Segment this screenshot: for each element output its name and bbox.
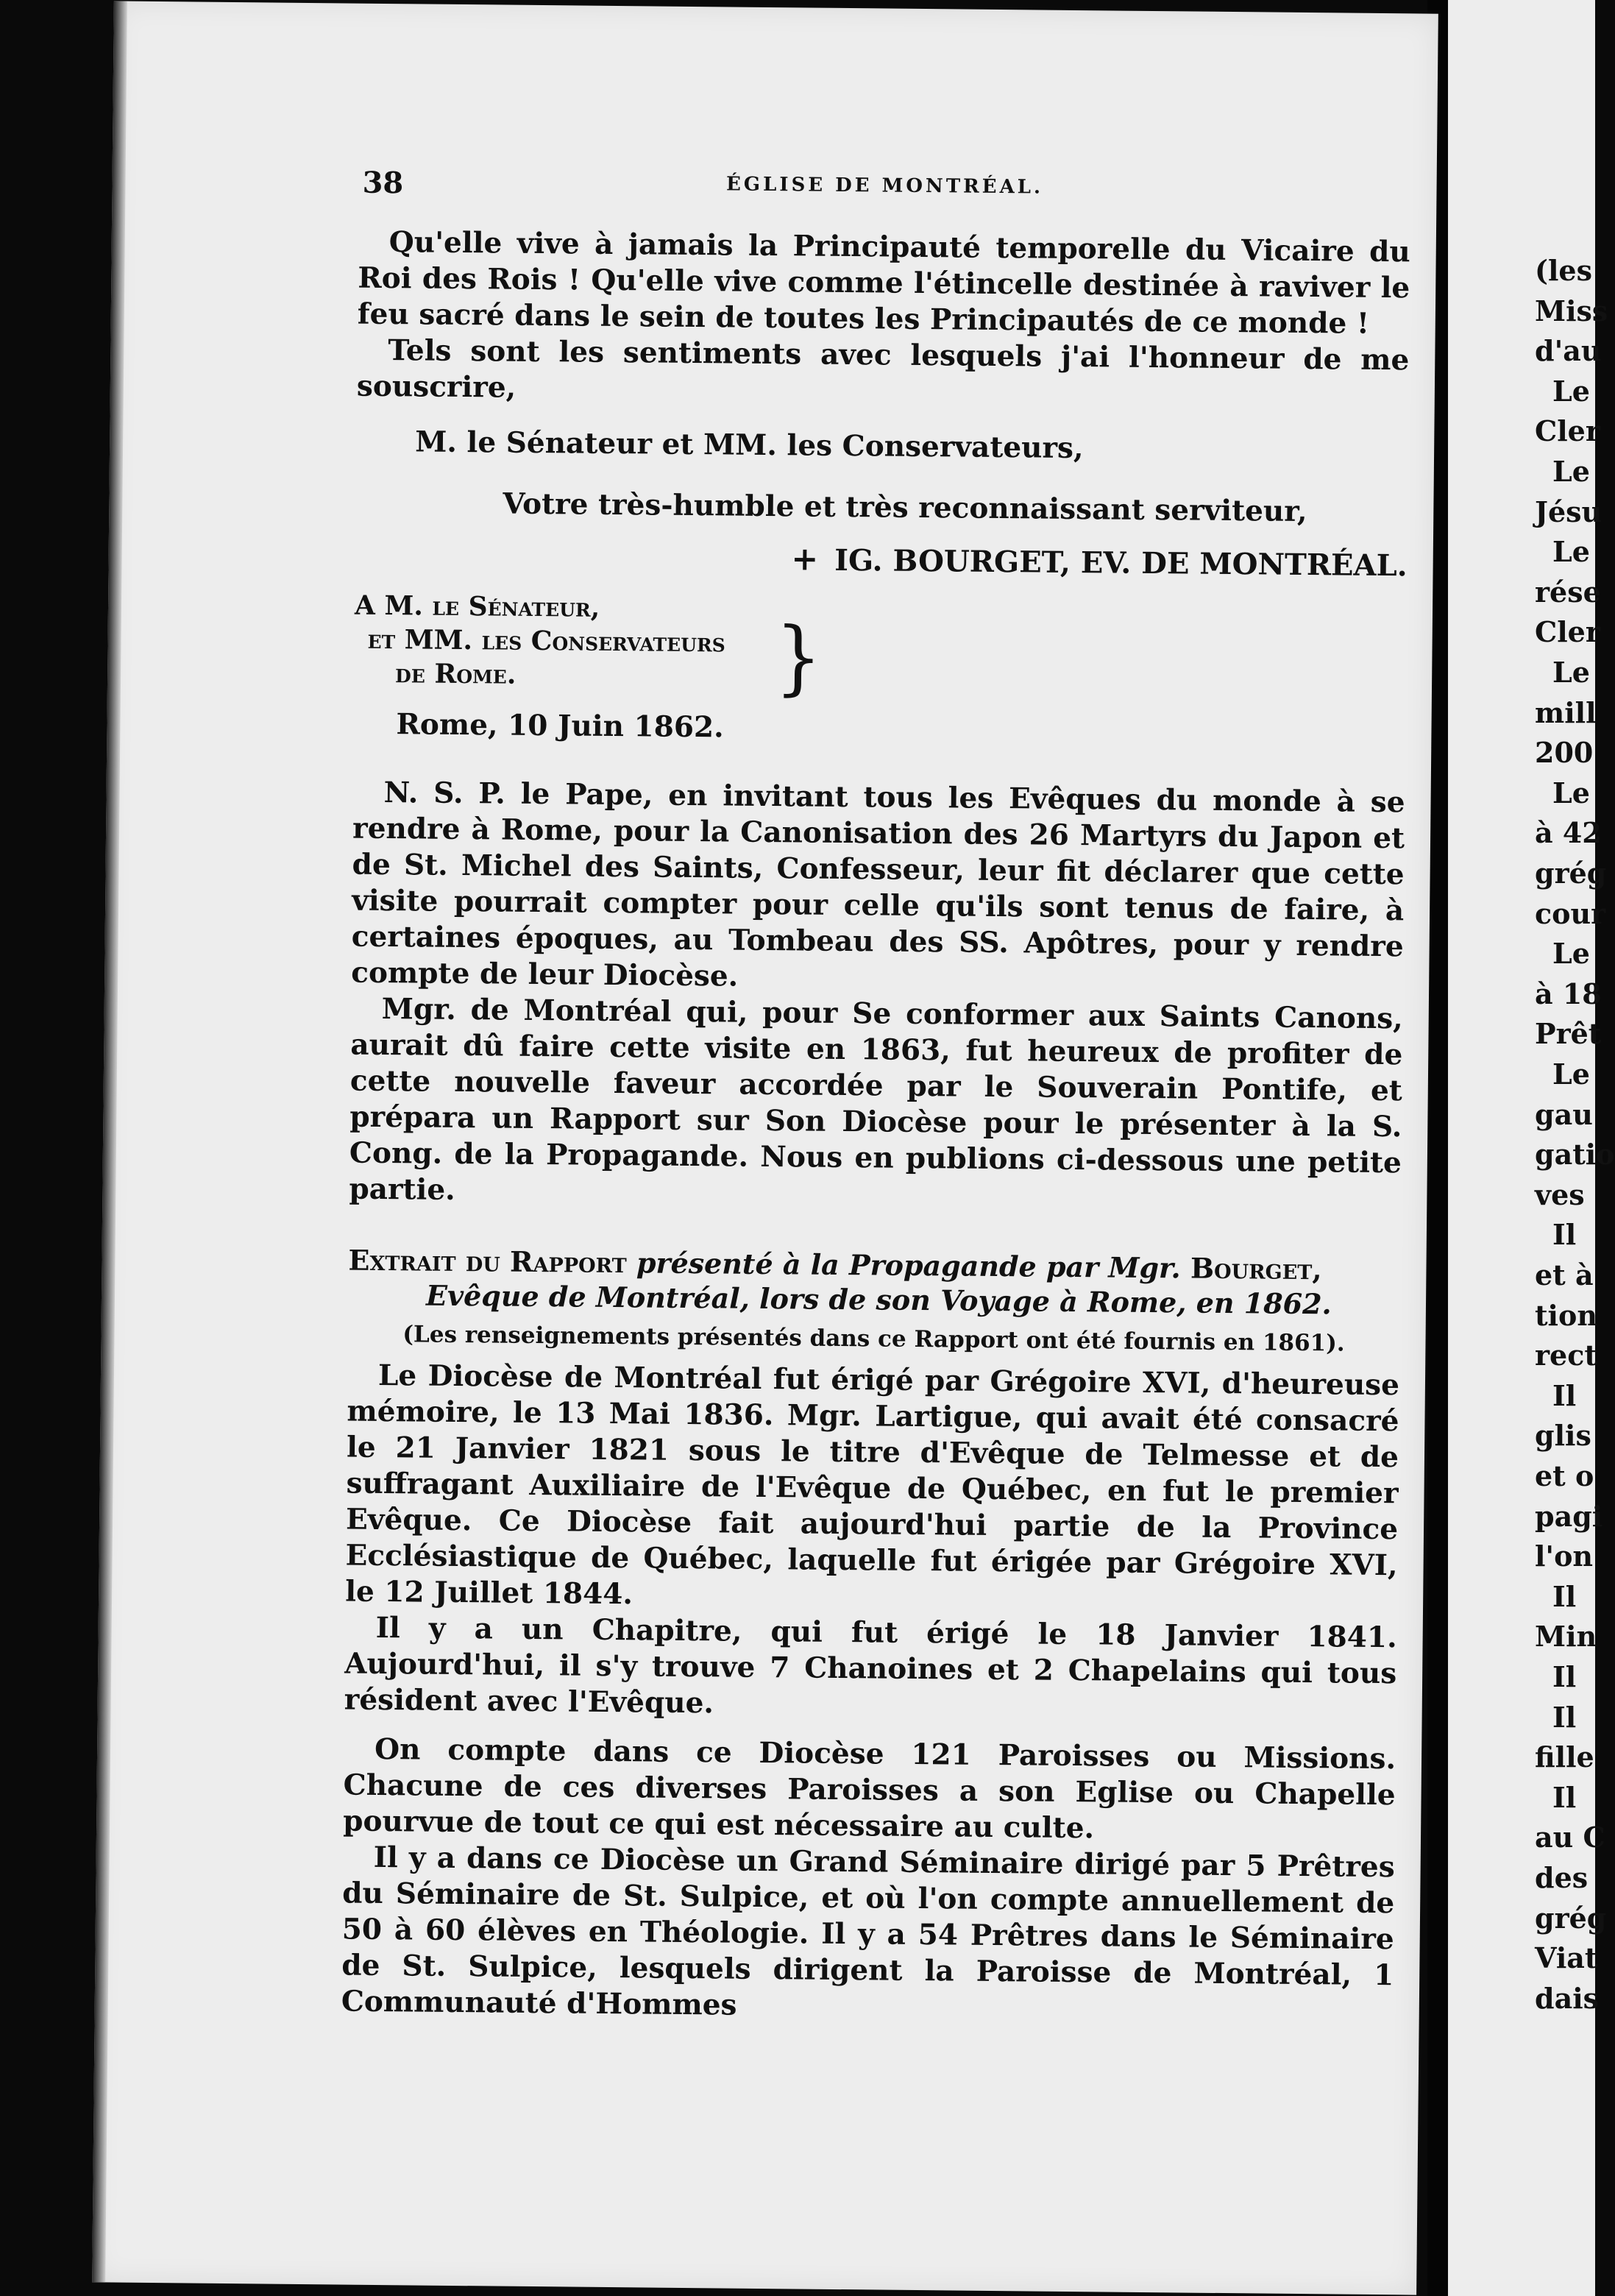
adjacent-page-text: d'au bbox=[1535, 334, 1602, 368]
brace-icon: } bbox=[774, 609, 823, 705]
adjacent-page-text: au C bbox=[1535, 1821, 1605, 1854]
extract-title-part: présenté à la Propagande par Mgr. bbox=[636, 1246, 1182, 1285]
page-body bbox=[341, 224, 1410, 2030]
paragraph: N. S. P. le Pape, en invitant tous les Evêques du monde à se rendre à Rome, pour la Canonisation des 26 Martyrs du Japon et de St. Michel des Saints, Confesseur, leur fit déclarer que cette visite pourrait compter pour celle qu'ils sont tenus de faire, à certaines époques, au Tombeau des SS. Apôtres, pour y rendre compte de leur Diocèse. bbox=[351, 776, 1405, 993]
extract-title-part: Evêque de Montréal, lors de son Voyage à Rome, en 1862. bbox=[425, 1278, 1332, 1321]
adjacent-page-fragment bbox=[1448, 0, 1615, 2296]
adjacent-page-text: rése bbox=[1535, 575, 1601, 609]
closing-line: Votre très-humble et très reconnaissant serviteur, bbox=[503, 486, 1307, 529]
adjacent-page-text: tion bbox=[1535, 1298, 1597, 1332]
page-number: 38 bbox=[362, 165, 404, 201]
adjacent-page-text: cour bbox=[1535, 896, 1606, 930]
adjacent-page-text: Il bbox=[1552, 1660, 1577, 1693]
signature: IG. BOURGET, EV. DE MONTRÉAL. bbox=[834, 542, 1408, 584]
adjacent-page-text: pagi bbox=[1535, 1499, 1603, 1533]
intro-paragraph: Qu'elle vive à jamais la Principauté temporelle du Vicaire du Roi des Rois ! Qu'elle vive comme l'étincelle destinée à raviver le feu sacré dans le sein de toutes les Principautés de ce monde ! bbox=[357, 225, 1410, 341]
running-title: ÉGLISE DE MONTRÉAL. bbox=[725, 173, 1044, 199]
adjacent-page-text: gau bbox=[1535, 1097, 1593, 1131]
adjacent-page-text: Le bbox=[1552, 1057, 1590, 1091]
adjacent-page-text: Min bbox=[1535, 1620, 1597, 1654]
intro-subscription: Tels sont les sentiments avec lesquels j'ai l'honneur de me souscrire, bbox=[356, 333, 1410, 405]
adjacent-page-text: grég bbox=[1535, 857, 1607, 890]
adjacent-page-text: dais bbox=[1535, 1981, 1600, 2015]
adjacent-page-text: l'on bbox=[1535, 1539, 1594, 1573]
adjacent-page-text: des bbox=[1535, 1861, 1589, 1894]
adjacent-page-text: Le bbox=[1552, 937, 1590, 971]
signature-line bbox=[355, 537, 1407, 584]
adjacent-page-text: grég bbox=[1535, 1901, 1607, 1935]
paragraph: Il y a dans ce Diocèse un Grand Séminaire dirigé par 5 Prêtres du Séminaire de St. Sulpice, et où l'on compte annuellement de 50 à 60 élèves en Théologie. Il y a 54 Prêtres dans le Séminaire de St. Sulpice, lesquels dirigent la Paroisse de Montréal, 1 Communauté d'Hommes bbox=[341, 1840, 1395, 2022]
adjacent-page-text: Le bbox=[1552, 374, 1590, 408]
salutation: M. le Sénateur et MM. les Conservateurs, bbox=[414, 425, 1084, 466]
adjacent-page-text: à 18 bbox=[1535, 977, 1602, 1010]
address-line: A M. le Sénateur, bbox=[354, 589, 600, 623]
extract-title bbox=[348, 1243, 1401, 1322]
paragraph: Il y a un Chapitre, qui fut érigé le 18 Janvier 1841. Aujourd'hui, il s'y trouve 7 Chanoines et 2 Chapelains qui tous résident avec l'Evêque. bbox=[344, 1610, 1397, 1721]
adjacent-page-text: et à bbox=[1535, 1258, 1594, 1292]
adjacent-page-text: Prêt bbox=[1535, 1017, 1602, 1051]
adjacent-page-text: gatio bbox=[1535, 1138, 1615, 1172]
adjacent-page-text: rect bbox=[1535, 1339, 1597, 1372]
adjacent-page-text: Le bbox=[1552, 656, 1590, 689]
adjacent-page-text: (les bbox=[1535, 254, 1592, 287]
adjacent-page-text: et o bbox=[1535, 1459, 1594, 1492]
adjacent-page-text: Viat bbox=[1535, 1941, 1598, 1975]
adjacent-page-text: ves bbox=[1535, 1177, 1585, 1211]
adjacent-page-text: Le bbox=[1552, 455, 1590, 488]
adjacent-page-text: 200 bbox=[1535, 736, 1594, 770]
adjacent-page-text: Jésu bbox=[1535, 495, 1602, 528]
adjacent-page-text: Il bbox=[1552, 1780, 1577, 1814]
adjacent-page-text: Cler bbox=[1535, 615, 1600, 649]
extract-note: (Les renseignements présentés dans ce Rapport ont été fournis en 1861). bbox=[402, 1321, 1345, 1357]
adjacent-page-text: glis bbox=[1535, 1419, 1591, 1453]
adjacent-page-text: Le bbox=[1552, 535, 1590, 569]
page-header bbox=[362, 166, 1408, 220]
adjacent-page-text: Il bbox=[1552, 1579, 1577, 1613]
adjacent-page-text: Cler bbox=[1535, 414, 1600, 448]
page-binding-edge bbox=[92, 1, 127, 2282]
book-page bbox=[92, 1, 1438, 2295]
extract-title-part: Bourget, bbox=[1190, 1251, 1322, 1286]
cross-icon: + bbox=[791, 540, 819, 578]
adjacent-page-text: Il bbox=[1552, 1378, 1577, 1412]
paragraph: Le Diocèse de Montréal fut érigé par Grégoire XVI, d'heureuse mémoire, le 13 Mai 1836. Mgr. Lartigue, qui avait été consacré le 21 Janvier 1821 sous le titre d'Evêque de Telmesse et de suffragant Auxiliaire de l'Evêque de Québec, en fut le premier Evêque. Ce Diocèse fait aujourd'hui partie de la Province Ecclésiastique de Québec, laquelle fut érigée par Grégoire XVI, le 12 Juillet 1844. bbox=[344, 1358, 1400, 1612]
letter-date: Rome, 10 Juin 1862. bbox=[396, 707, 724, 745]
adjacent-page-text: Miss bbox=[1535, 294, 1608, 327]
adjacent-page-text: à 42 bbox=[1535, 816, 1602, 850]
adjacent-page-text: Le bbox=[1552, 776, 1590, 809]
address-block bbox=[354, 589, 1407, 709]
adjacent-page-text: fille bbox=[1535, 1740, 1594, 1774]
adjacent-page-text: Il bbox=[1552, 1700, 1577, 1734]
paragraph: On compte dans ce Diocèse 121 Paroisses ou Missions. Chacune de ces diverses Paroisses a son Eglise ou Chapelle pourvue de tout ce qui est nécessaire au culte. bbox=[342, 1732, 1396, 1846]
adjacent-page-text: Il bbox=[1552, 1218, 1577, 1252]
address-line: et MM. les Conservateurs bbox=[367, 623, 726, 659]
paragraph: Mgr. de Montréal qui, pour Se conformer aux Saints Canons, aurait dû faire cette visite en 1863, fut heureux de profiter de cette nouvelle faveur accordée par le Souverain Pontife, et prépara un Rapport sur Son Diocèse pour le présenter à la S. Cong. de la Propagande. Nous en publions ci-dessous une petite partie. bbox=[349, 991, 1403, 1207]
address-line: de Rome. bbox=[394, 658, 517, 690]
extract-title-part: Extrait du Rapport bbox=[348, 1243, 627, 1280]
adjacent-page-text: mill bbox=[1535, 695, 1597, 729]
